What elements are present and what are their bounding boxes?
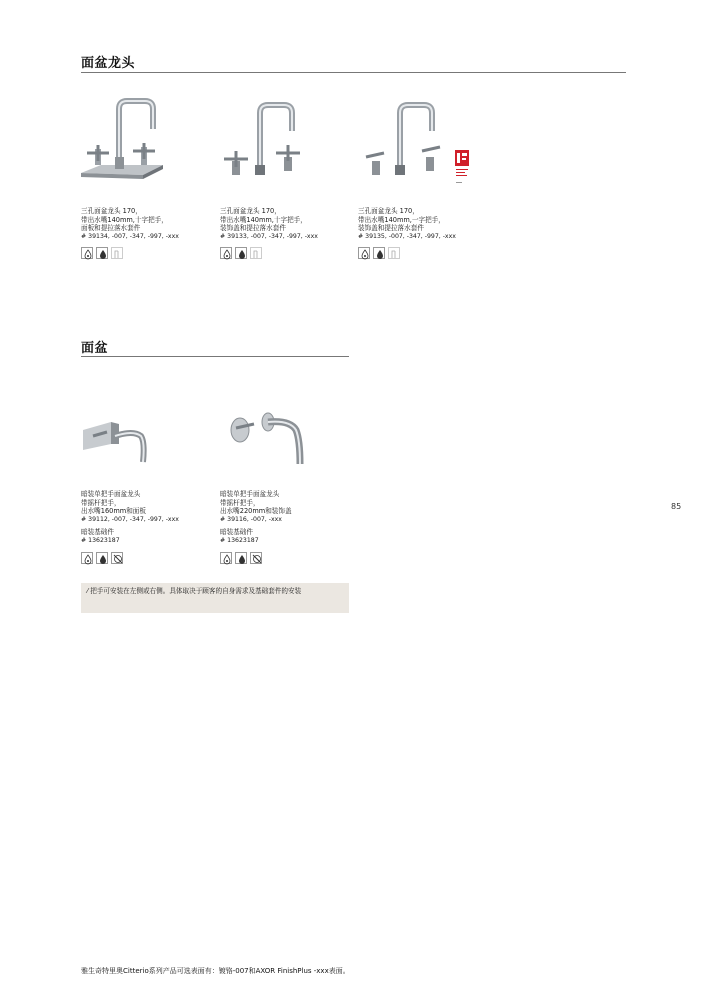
rough-in-code: # 13623187 — [220, 536, 259, 544]
faucet-image — [220, 95, 352, 205]
design-award-logo — [455, 150, 469, 188]
water-saving-icon — [81, 247, 93, 259]
faucet-image — [81, 378, 213, 488]
product-39133[interactable] — [220, 95, 352, 259]
product-code: # 39133, -007, -347, -997, -xxx — [220, 232, 318, 240]
feature-icons — [220, 552, 352, 564]
dimension-icon — [388, 247, 400, 259]
rough-in-label: 暗装基础件 — [81, 528, 114, 537]
note-symbol: ⁄ — [87, 587, 89, 595]
faucet-image — [81, 95, 213, 205]
rough-in-code: # 13623187 — [81, 536, 120, 544]
product-description: 暗装单把手面盆龙头 带摇杆把手， 出水嘴160mm和面板 — [81, 490, 146, 516]
water-saving-icon — [220, 247, 232, 259]
section-divider — [81, 72, 626, 73]
no-limescale-icon — [111, 552, 123, 564]
installation-note — [81, 583, 349, 613]
feature-icons — [358, 247, 490, 259]
product-code: # 39112, -007, -347, -997, -xxx — [81, 515, 179, 523]
product-39134[interactable] — [81, 95, 213, 259]
footer-text: 雅生奇特里奥Citterio系列产品可选表面有：镀铬-007和AXOR FinishPlus -xxx表面。 — [81, 967, 350, 975]
section-title-basins: 面盆 — [81, 341, 109, 356]
eco-flow-icon — [96, 247, 108, 259]
faucet-image — [220, 378, 352, 488]
faucet-image — [358, 95, 490, 205]
dimension-icon — [250, 247, 262, 259]
section-title-faucets: 面盆龙头 — [81, 56, 136, 71]
product-code: # 39134, -007, -347, -997, -xxx — [81, 232, 179, 240]
product-39135[interactable] — [358, 95, 490, 259]
water-saving-icon — [81, 552, 93, 564]
product-code: # 39116, -007, -xxx — [220, 515, 282, 523]
rough-in-label: 暗装基础件 — [220, 528, 253, 537]
dimension-icon — [111, 247, 123, 259]
feature-icons — [220, 247, 352, 259]
water-saving-icon — [358, 247, 370, 259]
no-limescale-icon — [250, 552, 262, 564]
product-code: # 39135, -007, -347, -997, -xxx — [358, 232, 456, 240]
page-number: 85 — [671, 502, 682, 511]
product-description: 暗装单把手面盆龙头 带摇杆把手， 出水嘴220mm和装饰盖 — [220, 490, 292, 516]
water-saving-icon — [220, 552, 232, 564]
product-description: 三孔面盆龙头 170， 带出水嘴140mm,一字把手， 装饰盖和提拉落水套件 — [358, 207, 445, 233]
eco-flow-icon — [235, 247, 247, 259]
product-description: 三孔面盆龙头 170， 带出水嘴140mm,十字把手， 装饰盖和提拉落水套件 — [220, 207, 307, 233]
section-divider — [81, 356, 349, 357]
feature-icons — [81, 552, 213, 564]
note-text: 把手可安装在左侧或右侧。具体取决于顾客的自身需求及基础套件的安装 — [90, 587, 302, 595]
product-description: 三孔面盆龙头 170， 带出水嘴140mm,十字把手， 面板和提拉落水套件 — [81, 207, 168, 233]
eco-flow-icon — [96, 552, 108, 564]
feature-icons — [81, 247, 213, 259]
product-39116[interactable] — [220, 378, 352, 564]
eco-flow-icon — [235, 552, 247, 564]
product-39112[interactable] — [81, 378, 213, 564]
eco-flow-icon — [373, 247, 385, 259]
